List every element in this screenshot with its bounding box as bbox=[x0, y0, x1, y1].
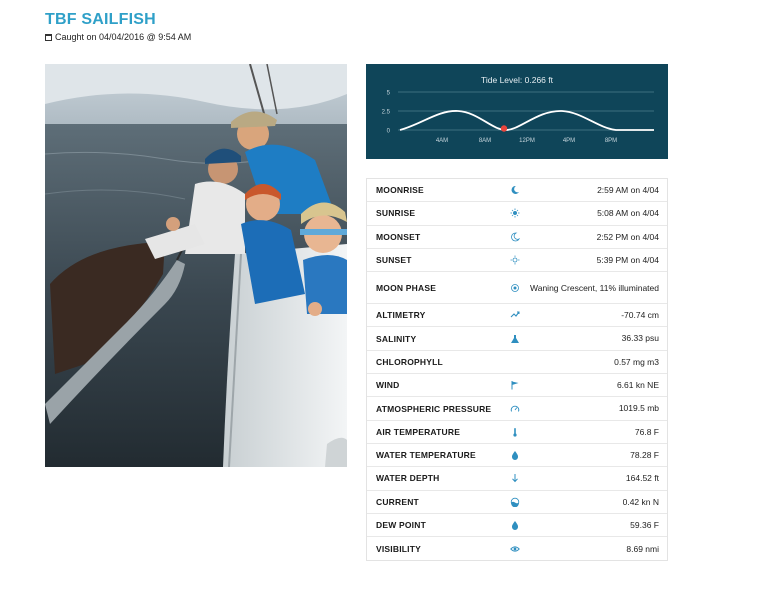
tide-current-marker bbox=[501, 125, 507, 131]
condition-value: 2:52 PM on 4/04 bbox=[596, 231, 659, 242]
condition-value: 6.61 kn NE bbox=[616, 380, 659, 391]
tide-chart bbox=[366, 64, 668, 159]
tide-y-tick: 0 bbox=[386, 128, 390, 135]
trend-icon bbox=[508, 310, 522, 320]
catch-photo bbox=[45, 64, 347, 467]
condition-value: -70.74 cm bbox=[621, 310, 659, 321]
condition-row-sunrise bbox=[367, 202, 667, 225]
condition-row-water-depth bbox=[367, 467, 667, 490]
condition-label: SALINITY bbox=[376, 333, 417, 344]
condition-label: WATER TEMPERATURE bbox=[376, 450, 476, 461]
condition-value: 8.69 nmi bbox=[626, 543, 659, 554]
condition-label: VISIBILITY bbox=[376, 543, 421, 554]
condition-row-visibility bbox=[367, 537, 667, 560]
tide-curve bbox=[400, 111, 654, 130]
condition-label: WIND bbox=[376, 380, 400, 391]
condition-value: Waning Crescent, 11% illuminated bbox=[530, 282, 659, 293]
tide-y-tick: 2.5 bbox=[381, 109, 390, 116]
thermometer-icon bbox=[508, 427, 522, 437]
condition-row-salinity bbox=[367, 327, 667, 350]
condition-row-moonset bbox=[367, 226, 667, 249]
condition-row-sunset bbox=[367, 249, 667, 272]
gauge-icon bbox=[508, 404, 522, 414]
condition-label: CHLOROPHYLL bbox=[376, 356, 443, 367]
condition-label: ALTIMETRY bbox=[376, 310, 426, 321]
droplet-icon bbox=[508, 520, 522, 530]
condition-label: SUNSET bbox=[376, 255, 412, 266]
condition-value: 0.42 kn N bbox=[622, 496, 659, 507]
flask-icon bbox=[508, 334, 522, 344]
tide-level-label: Tide Level: 0.266 ft bbox=[481, 75, 553, 85]
condition-row-moonrise bbox=[367, 179, 667, 202]
condition-value: 36.33 psu bbox=[621, 333, 659, 344]
conditions-table bbox=[366, 178, 668, 561]
moon-phase-icon bbox=[508, 283, 522, 293]
condition-value: 164.52 ft bbox=[625, 473, 659, 484]
condition-row-dew-point bbox=[367, 514, 667, 537]
condition-row-water-temperature bbox=[367, 444, 667, 467]
condition-row-chlorophyll bbox=[367, 351, 667, 374]
condition-label: CURRENT bbox=[376, 496, 419, 507]
condition-label: MOON PHASE bbox=[376, 282, 437, 293]
page-title: TBF SAILFISH bbox=[45, 11, 156, 28]
condition-value: 59.36 F bbox=[630, 519, 659, 530]
condition-label: MOONSET bbox=[376, 231, 421, 242]
tide-x-tick: 8PM bbox=[604, 138, 618, 144]
condition-row-altimetry bbox=[367, 304, 667, 327]
flag-icon bbox=[508, 380, 522, 390]
eye-icon bbox=[508, 544, 522, 554]
condition-value: 0.57 mg m3 bbox=[614, 356, 659, 367]
condition-label: AIR TEMPERATURE bbox=[376, 426, 461, 437]
moon-icon bbox=[508, 185, 522, 195]
condition-value: 5:39 PM on 4/04 bbox=[596, 254, 659, 265]
caught-date-text: Caught on 04/04/2016 @ 9:54 AM bbox=[55, 32, 192, 42]
condition-value: 78.28 F bbox=[630, 449, 659, 460]
calendar-icon bbox=[45, 34, 52, 41]
sun-icon bbox=[508, 208, 522, 218]
condition-value: 5:08 AM on 4/04 bbox=[597, 208, 659, 219]
arrow-down-icon bbox=[508, 473, 522, 483]
condition-row-current bbox=[367, 491, 667, 514]
condition-label: SUNRISE bbox=[376, 208, 416, 219]
condition-label: DEW POINT bbox=[376, 520, 426, 530]
droplet-icon bbox=[508, 450, 522, 460]
condition-label: MOONRISE bbox=[376, 185, 424, 196]
condition-label: WATER DEPTH bbox=[376, 473, 440, 484]
condition-row-air-temperature bbox=[367, 421, 667, 444]
caught-date bbox=[45, 32, 191, 42]
tide-x-tick: 4PM bbox=[562, 138, 576, 144]
current-icon bbox=[508, 497, 522, 507]
tide-x-tick: 8AM bbox=[478, 138, 492, 144]
tide-x-tick: 4AM bbox=[435, 138, 449, 144]
condition-row-moon-phase bbox=[367, 272, 667, 304]
tide-x-tick: 12PM bbox=[519, 138, 535, 144]
condition-label: ATMOSPHERIC PRESSURE bbox=[376, 403, 492, 414]
condition-row-wind bbox=[367, 374, 667, 397]
sun-outline-icon bbox=[508, 255, 522, 265]
condition-row-atmospheric-pressure bbox=[367, 397, 667, 420]
tide-y-tick: 5 bbox=[386, 90, 390, 97]
moon-outline-icon bbox=[508, 232, 522, 242]
condition-value: 2:59 AM on 4/04 bbox=[597, 184, 659, 195]
condition-value: 1019.5 mb bbox=[618, 403, 659, 414]
condition-value: 76.8 F bbox=[634, 426, 659, 437]
